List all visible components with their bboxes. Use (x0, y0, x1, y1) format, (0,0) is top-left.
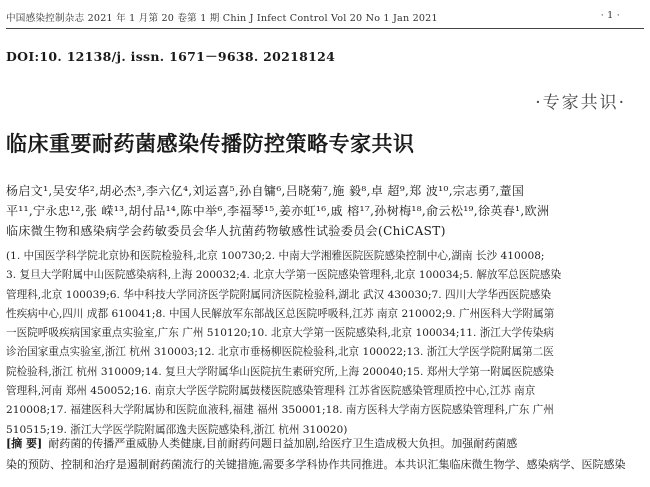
article-title: 临床重要耐药菌感染传播防控策略专家共识 (6, 132, 415, 156)
affiliation-line: 性疾病中心,四川 成都 610041;8. 中国人民解放军东部战区总医院呼吸科,江苏 南京 210002;9. 广州医科大学附属第 (6, 307, 555, 320)
affiliation-line: 210008;17. 福建医科大学附属协和医院血液科,福建 福州 350001;18. 南方医科大学南方医院感染管理科,广东 广州 (6, 404, 554, 417)
journal-info: 中国感染控制杂志 2021 年 1 月第 20 卷第 1 期 Chin J Infect Control Vol 20 No 1 Jan 2021 (6, 13, 438, 24)
page-number: · 1 · (600, 10, 620, 21)
abstract-line: 染的预防、控制和治疗是遏制耐药菌流行的关键措施,需要多学科协作共同推进。本共识汇集临床微生物学、感染病学、医院感染 (6, 458, 626, 471)
abstract-line (6, 433, 638, 454)
abstract-text: 耐药菌的传播严重威胁人类健康,目前耐药问题日益加剧,给医疗卫生造成极大负担。加强耐药菌感 (48, 437, 518, 450)
header-divider (6, 28, 644, 29)
doi-line: DOI:10. 12138/j. issn. 1671－9638. 20218124 (6, 49, 336, 64)
affiliation-line: 管理科,河南 郑州 450052;16. 南京大学医学院附属鼓楼医院感染管理科 江苏省医院感染管理质控中心,江苏 南京 (6, 385, 536, 398)
affiliation-line: 院检验科,浙江 杭州 310009;14. 复旦大学附属华山医院抗生素研究所,上海 200040;15. 郑州大学第一附属医院感染 (6, 365, 554, 378)
affiliation-line: 诊治国家重点实验室,浙江 杭州 310003;12. 北京市垂杨柳医院检验科,北京 100022;13. 浙江大学医学院附属第二医 (6, 346, 554, 359)
abstract (6, 433, 638, 475)
affiliation-line: 一医院呼吸疾病国家重点实验室,广东 广州 510120;10. 北京大学第一医院感染科,北京 100034;11. 浙江大学传染病 (6, 327, 554, 340)
affiliation-line: 3. 复旦大学附属中山医院感染病科,上海 200032;4. 北京大学第一医院感染管理科,北京 100034;5. 解放军总医院感染 (6, 269, 562, 282)
author-list (6, 181, 638, 241)
abstract-label: [摘 要] (6, 437, 43, 450)
section-label: ·专家共识· (535, 93, 626, 113)
affiliation-line: (1. 中国医学科学院北京协和医院检验科,北京 100730;2. 中南大学湘雅医院医院感染控制中心,湖南 长沙 410008; (6, 250, 545, 262)
author-line: 杨启文¹,吴安华²,胡必杰³,李六亿⁴,刘运喜⁵,孙自镛⁶,吕晓菊⁷,施 毅⁸,卓 超⁹,郑 波¹⁰,宗志勇⁷,蕫国 (6, 184, 525, 198)
affiliation-line: 管理科,北京 100039;6. 华中科技大学同济医学院附属同济医院检验科,湖北 武汉 430030;7. 四川大学华西医院感染 (6, 288, 551, 301)
running-header (6, 10, 644, 24)
affiliation-line: 510515;19. 浙江大学医学院附属邵逸夫医院感染科,浙江 杭州 310020) (6, 423, 348, 436)
author-line: 平¹¹,宁永忠¹²,张 嵘¹³,胡付品¹⁴,陈中举⁶,李福琴¹⁵,姜亦虹¹⁶,戚 榕¹⁷,孙树梅¹⁸,俞云松¹⁹,徐英春¹,欧洲 (6, 204, 550, 218)
author-line: 临床微生物和感染病学会药敏委员会华人抗菌药物敏感性试验委员会(ChiCAST) (6, 224, 446, 238)
affiliation-list (6, 247, 638, 440)
